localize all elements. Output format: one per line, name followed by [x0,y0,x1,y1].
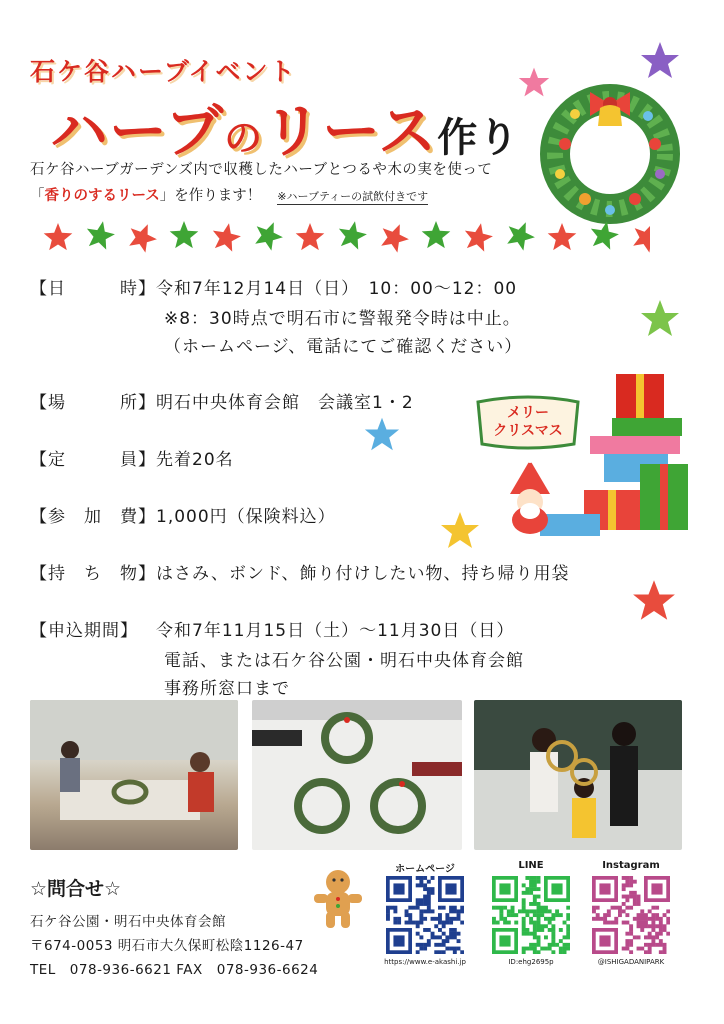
photo-wreaths-image [252,700,462,850]
qr-code-instagram[interactable] [592,876,670,954]
intro-line2 [30,184,428,205]
garland-star-icon [213,223,241,251]
gifts-santa-illustration [500,364,700,540]
detail-capacity [30,445,234,470]
garland-star-icon [87,221,115,249]
garland-star-icon [129,224,157,252]
garland-star-icon [507,222,535,250]
detail-period-note2: 事務所窓口まで [164,679,290,699]
detail-items-label: 【持 ち 物】 [30,564,156,584]
garland-star-icon [170,221,199,248]
detail-period-label: 【申込期間】 [30,621,138,641]
detail-date [30,274,517,299]
intro-note: ※ハーブティーの試飲付きです [277,190,429,203]
qr-title-homepage: ホームページ [395,864,455,875]
detail-period-note1: 電話、または石ケ谷公園・明石中央体育会館 [164,651,524,671]
garland-star-icon [255,222,283,250]
detail-date-note2: （ホームページ、電話にてご確認ください） [164,337,523,357]
detail-items-value: はさみ、ボンド、飾り付けしたい物、持ち帰り用袋 [156,564,570,584]
photo-participants-image [474,700,682,850]
photo-wreaths [252,700,462,850]
qr-title-instagram: Instagram [602,860,660,871]
garland-star-icon [422,221,451,248]
event-label: 石ケ谷ハーブイベント [30,57,297,86]
garland-star-icon [548,223,577,250]
detail-capacity-label: 【定 員】 [30,450,156,470]
quote-close: 」を作ります！ [159,188,262,204]
qr-caption-homepage: https://www.e-akashi.jp [384,958,466,966]
detail-fee [30,502,336,527]
qr-code-line[interactable] [492,876,570,954]
contact-address: 〒674-0053 明石市大久保町松陰1126-47 [30,938,304,954]
detail-date-label: 【日 時】 [30,279,156,299]
intro-highlight: 香りのするリース [44,188,160,204]
contact-org: 石ケ谷公園・明石中央体育会館 [30,914,226,930]
qr-caption-instagram: @ISHIGADANIPARK [597,958,665,966]
detail-date-note1: ※8：30時点で明石市に警報発令時は中止。 [164,309,521,329]
detail-period-value: 令和7年11月15日（土）～11月30日（日） [156,621,515,641]
detail-place [30,388,414,413]
detail-date-value: 令和7年12月14日（日） 10：00～12：00 [156,279,518,299]
title-no: の [224,116,264,160]
detail-fee-label: 【参 加 費】 [30,507,156,527]
star-icon [440,510,480,550]
qr-title-line: LINE [518,860,544,871]
garland-star-icon [591,221,619,249]
garland-star-icon [296,223,325,250]
detail-period [30,616,514,641]
star-icon [640,298,680,338]
star-icon [632,578,676,622]
photo-workshop-image [30,700,238,850]
wreath-illustration [530,74,690,224]
gingerbread-icon [310,868,366,930]
merry-line2: クリスマス [493,423,563,439]
title-second: リース [263,97,438,165]
quote-open: 「 [30,188,45,204]
merry-line1: メリー [507,405,549,421]
garland-star-icon [465,223,493,251]
main-title [50,84,519,168]
title-tsukuri: 作り [437,115,520,161]
qr-caption-line: ID:ehg2695p [508,958,554,966]
detail-capacity-value: 先着20名 [156,450,234,470]
star-icon [364,416,400,452]
garland-star-icon [339,221,367,249]
garland-star-icon [381,224,409,252]
intro-line1: 石ケ谷ハーブガーデンズ内で収穫したハーブとつるや木の実を使って [30,162,493,178]
garland-star-icon [44,223,73,250]
photo-workshop [30,700,238,850]
garland-star-icon [633,224,650,252]
photo-participants [474,700,682,850]
qr-code-homepage[interactable] [386,876,464,954]
star-garland [40,220,650,260]
detail-fee-value: 1,000円（保険料込） [156,507,336,527]
detail-place-value: 明石中央体育会館 会議室1・2 [156,393,414,413]
contact-phone: TEL 078-936-6621 FAX 078-936-6624 [30,962,319,978]
contact-title: ☆問合せ☆ [30,878,122,900]
detail-items [30,559,570,584]
title-main: ハーブ [50,97,225,165]
detail-place-label: 【場 所】 [30,393,156,413]
